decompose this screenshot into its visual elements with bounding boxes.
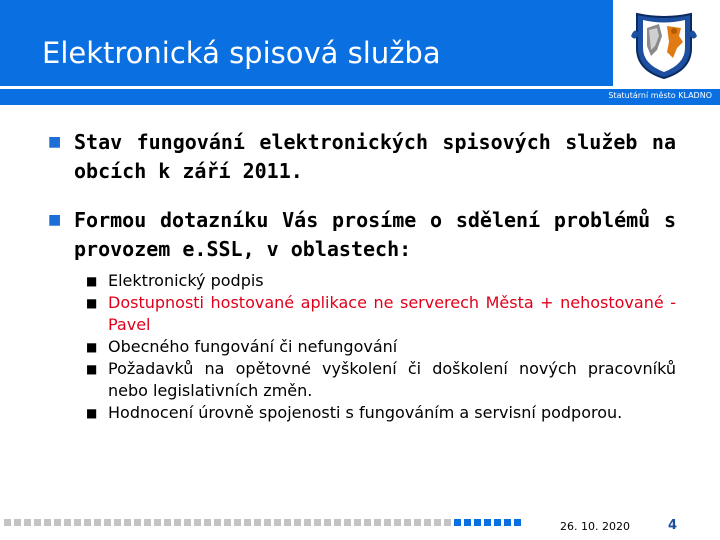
footer-square — [434, 519, 441, 526]
footer-square — [94, 519, 101, 526]
footer-square — [204, 519, 211, 526]
footer-square — [464, 519, 471, 526]
footer-square — [304, 519, 311, 526]
square-bullet-icon: ■ — [48, 212, 62, 228]
footer-square — [314, 519, 321, 526]
slide-title: Elektronická spisová služba — [42, 36, 441, 70]
bullet-item — [48, 206, 676, 264]
sub-bullet-list — [48, 270, 676, 424]
footer-square — [84, 519, 91, 526]
footer-square — [444, 519, 451, 526]
square-bullet-icon: ■ — [86, 406, 98, 420]
city-bar — [0, 89, 720, 105]
footer-square — [344, 519, 351, 526]
footer-square — [104, 519, 111, 526]
sub-bullet-item — [86, 358, 676, 402]
footer-square — [234, 519, 241, 526]
footer-square — [334, 519, 341, 526]
bullet-item — [48, 128, 676, 186]
footer-square — [154, 519, 161, 526]
footer-square — [64, 519, 71, 526]
footer-square — [414, 519, 421, 526]
sub-bullet-text: Dostupnosti hostované aplikace ne serverech Města + nehostované - Pavel — [108, 293, 676, 334]
footer-square — [174, 519, 181, 526]
bullet-text: Stav fungování elektronických spisových služeb na obcích k září 2011. — [74, 130, 676, 183]
footer-square — [164, 519, 171, 526]
footer-square — [4, 519, 11, 526]
sub-bullet-item — [86, 336, 676, 358]
slide-date: 26. 10. 2020 — [560, 520, 630, 533]
footer-square — [194, 519, 201, 526]
footer-square — [424, 519, 431, 526]
square-bullet-icon: ■ — [86, 274, 98, 288]
footer-square — [244, 519, 251, 526]
sub-bullet-text: Obecného fungování či nefungování — [108, 337, 398, 356]
footer-square — [254, 519, 261, 526]
footer-square — [484, 519, 491, 526]
footer-square — [454, 519, 461, 526]
square-bullet-icon: ■ — [48, 134, 62, 150]
sub-bullet-text: Elektronický podpis — [108, 271, 264, 290]
square-bullet-icon: ■ — [86, 296, 98, 310]
sub-bullet-text: Požadavků na opětovné vyškolení či doškolení nových pracovníků nebo legislativních změn. — [108, 359, 676, 400]
footer-square — [34, 519, 41, 526]
footer-square — [214, 519, 221, 526]
footer-square — [364, 519, 371, 526]
footer-square — [14, 519, 21, 526]
footer-square — [24, 519, 31, 526]
footer-square — [144, 519, 151, 526]
footer-square — [354, 519, 361, 526]
slide-header — [0, 0, 720, 108]
city-label: Statutární město KLADNO — [608, 91, 712, 100]
footer-square — [374, 519, 381, 526]
footer-square — [404, 519, 411, 526]
slide-number: 4 — [668, 518, 678, 533]
footer-square — [224, 519, 231, 526]
bullet-text: Formou dotazníku Vás prosíme o sdělení problémů s provozem e.SSL, v oblastech: — [74, 208, 676, 261]
footer-square — [504, 519, 511, 526]
footer-square — [264, 519, 271, 526]
title-band — [0, 0, 613, 86]
footer-square — [54, 519, 61, 526]
footer-square — [394, 519, 401, 526]
footer-square — [124, 519, 131, 526]
footer-square — [134, 519, 141, 526]
footer-square — [74, 519, 81, 526]
footer-square — [284, 519, 291, 526]
footer-square — [114, 519, 121, 526]
footer-square — [324, 519, 331, 526]
footer-square — [494, 519, 501, 526]
footer-square — [274, 519, 281, 526]
footer-square — [44, 519, 51, 526]
sub-bullet-item — [86, 402, 676, 424]
sub-bullet-text: Hodnocení úrovně spojenosti s fungováním a servisní podporou. — [108, 403, 623, 422]
footer-square — [514, 519, 521, 526]
sub-bullet-item — [86, 292, 676, 336]
footer-square — [384, 519, 391, 526]
square-bullet-icon: ■ — [86, 362, 98, 376]
coat-of-arms-icon — [629, 6, 699, 80]
footer-square — [474, 519, 481, 526]
square-bullet-icon: ■ — [86, 340, 98, 354]
footer-square — [294, 519, 301, 526]
footer-decoration — [4, 519, 521, 526]
slide-content — [48, 128, 676, 424]
footer-square — [184, 519, 191, 526]
sub-bullet-item — [86, 270, 676, 292]
